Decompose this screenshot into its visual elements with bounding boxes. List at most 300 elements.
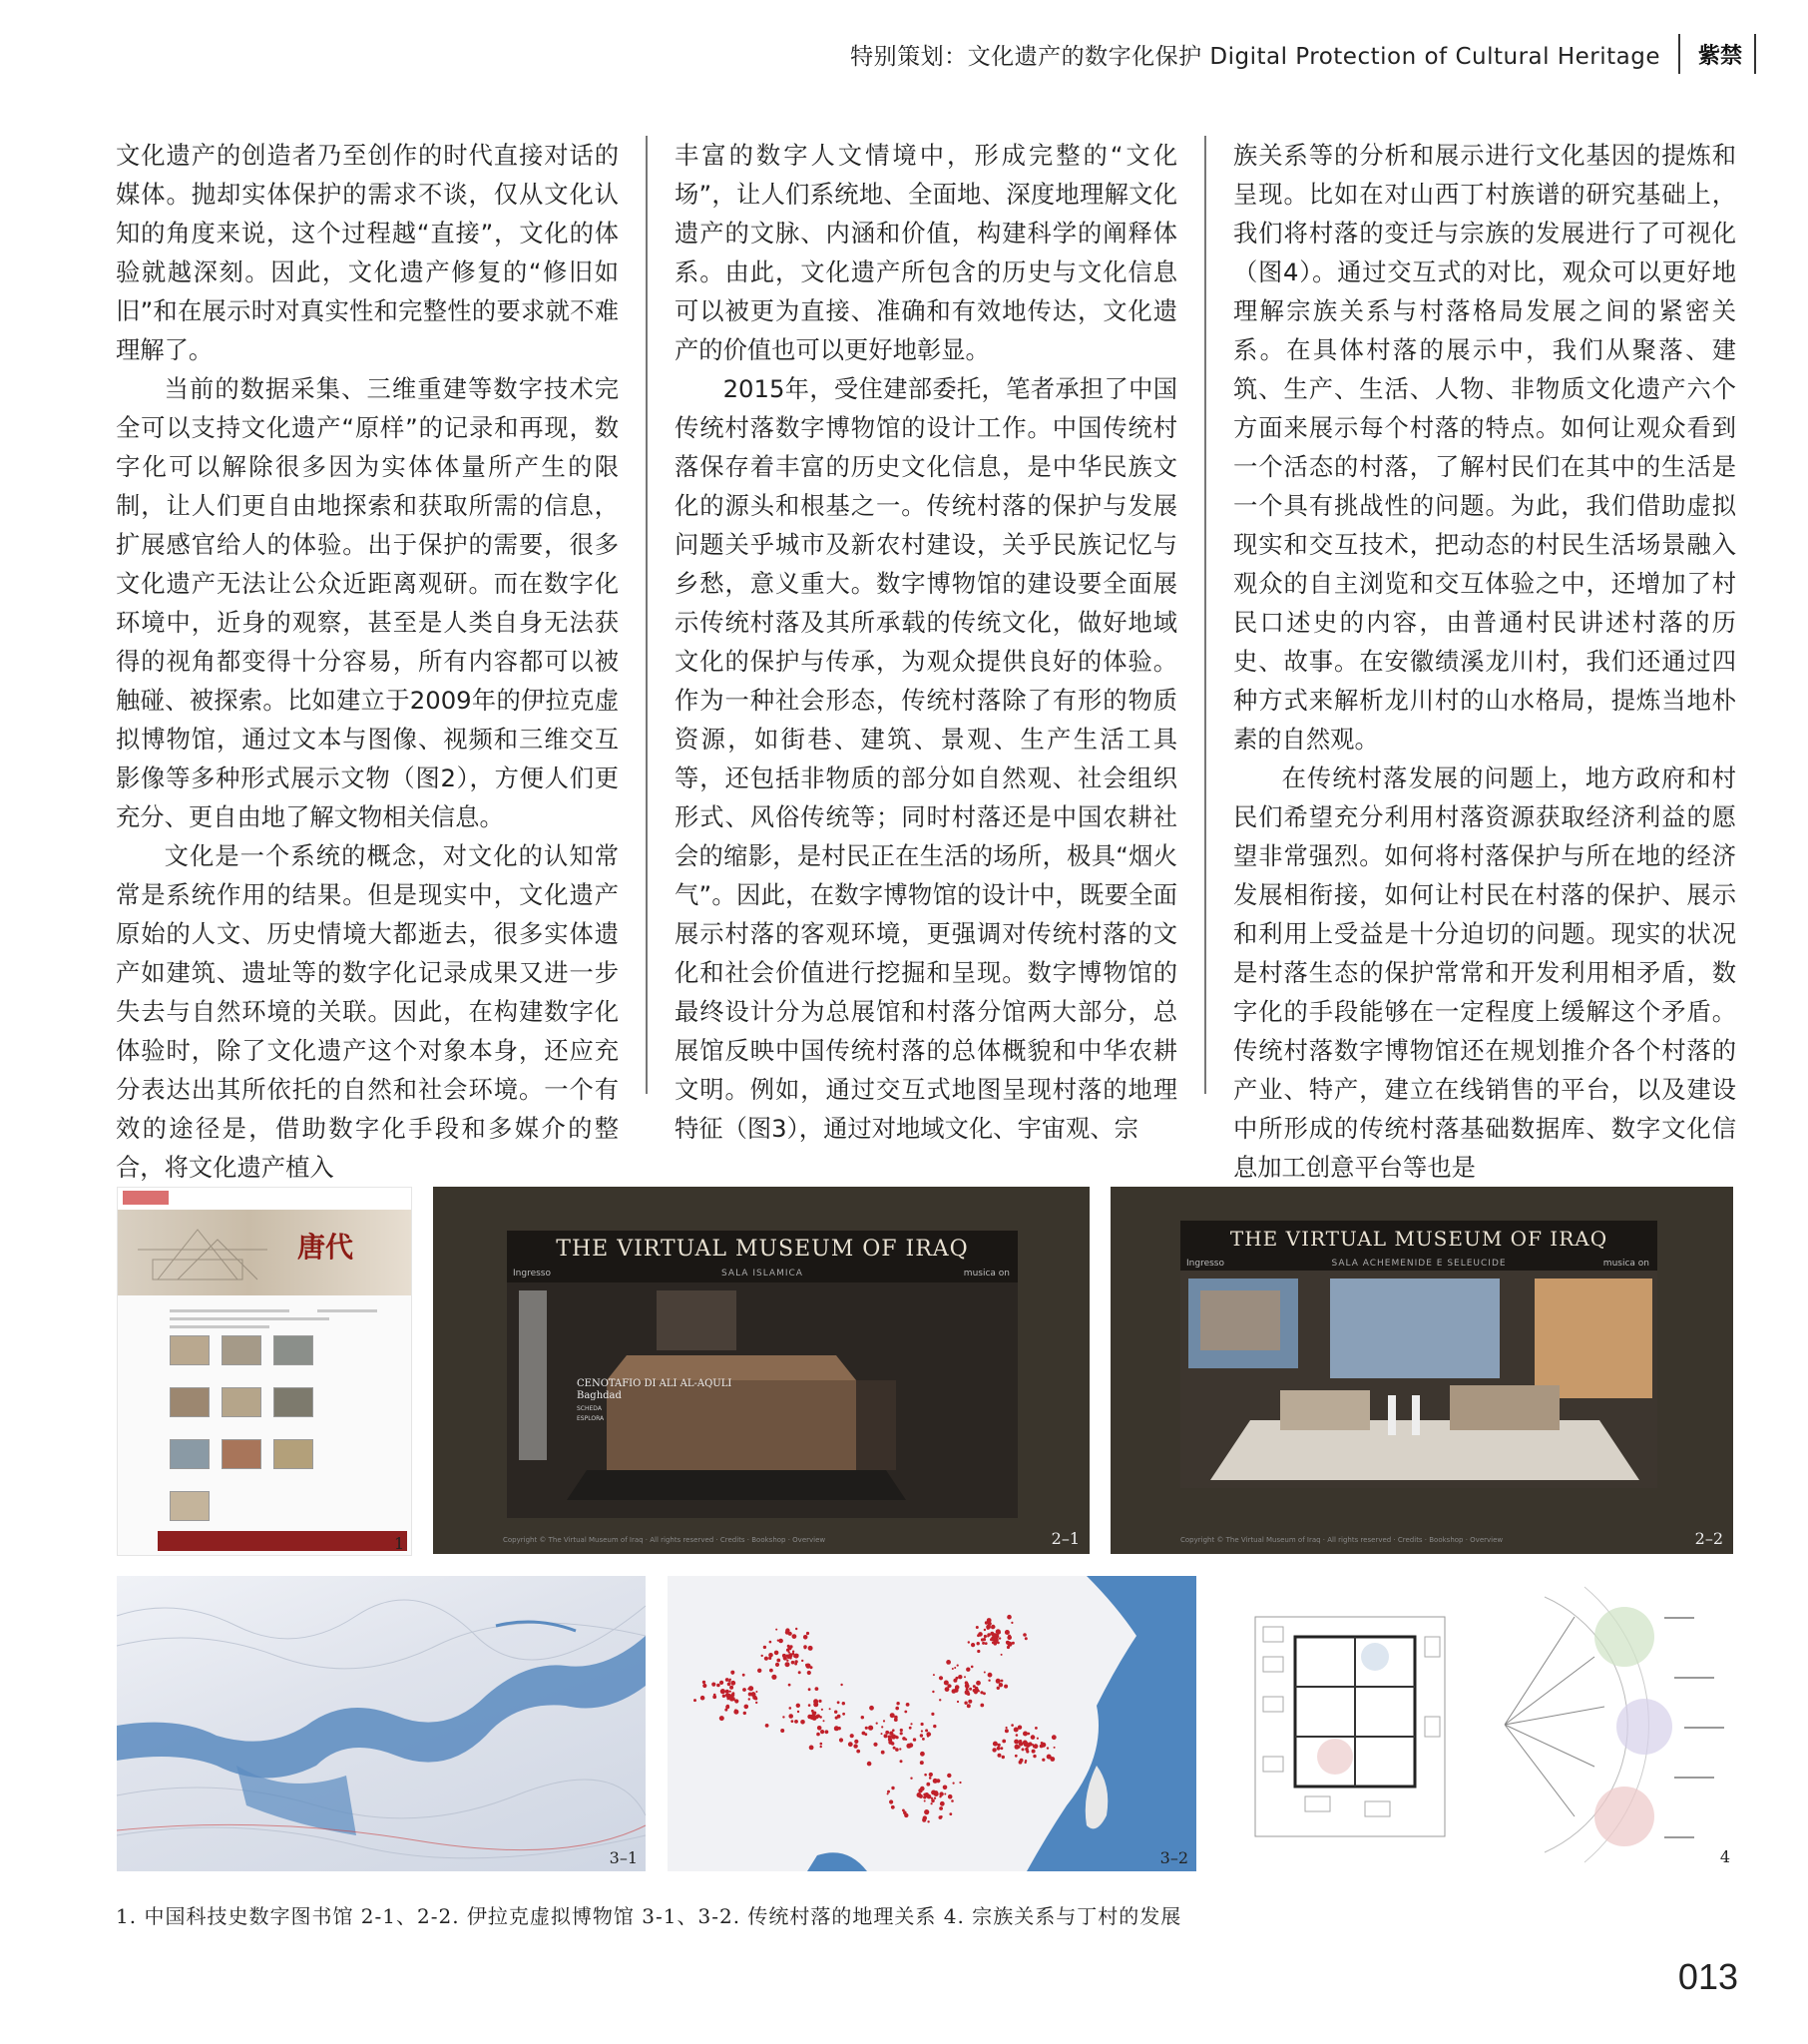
village-dot xyxy=(887,1792,889,1794)
village-dot xyxy=(906,1744,911,1749)
village-dot xyxy=(867,1762,872,1767)
village-dot xyxy=(913,1738,916,1741)
village-dot xyxy=(998,1754,1002,1758)
village-dot xyxy=(947,1684,951,1688)
village-dot xyxy=(988,1680,990,1682)
village-dot xyxy=(925,1729,928,1732)
village-dot xyxy=(895,1748,899,1752)
village-dot xyxy=(976,1681,981,1686)
village-dot xyxy=(892,1729,895,1732)
column-divider xyxy=(646,136,648,1094)
village-dot xyxy=(976,1626,979,1629)
village-dot xyxy=(903,1811,907,1815)
village-dot xyxy=(727,1683,731,1687)
village-dot xyxy=(1025,1762,1027,1764)
village-dot xyxy=(997,1747,1001,1751)
village-dot xyxy=(854,1740,858,1744)
village-dot xyxy=(798,1671,801,1674)
village-dot xyxy=(1015,1755,1018,1758)
village-dot xyxy=(900,1732,903,1735)
village-dot xyxy=(887,1790,890,1793)
village-dot xyxy=(966,1668,970,1672)
village-dot xyxy=(816,1733,820,1737)
village-dot xyxy=(817,1726,822,1731)
village-dot xyxy=(810,1666,813,1669)
article-body xyxy=(116,136,1737,1182)
village-dot xyxy=(929,1733,931,1735)
figure-2-1-label: 2–1 xyxy=(1051,1529,1080,1548)
village-dot xyxy=(813,1699,818,1704)
village-dot xyxy=(971,1666,974,1669)
gallery-scene xyxy=(1180,1221,1657,1488)
village-dot xyxy=(754,1698,757,1701)
village-dot xyxy=(973,1685,976,1688)
village-dot xyxy=(893,1747,896,1750)
village-dot xyxy=(748,1698,750,1700)
object-place: Baghdad xyxy=(577,1390,622,1401)
figure-1-digital-library xyxy=(117,1187,412,1556)
village-dot xyxy=(957,1701,959,1703)
cenotaph-scene xyxy=(507,1231,1018,1518)
village-dot xyxy=(794,1660,797,1663)
village-dot xyxy=(948,1794,953,1799)
village-dot xyxy=(926,1783,930,1787)
village-dot xyxy=(951,1799,954,1802)
village-dot xyxy=(783,1655,785,1657)
village-dot xyxy=(865,1727,868,1730)
village-dot xyxy=(946,1660,951,1665)
village-dot xyxy=(837,1715,841,1719)
village-dot xyxy=(856,1750,860,1754)
village-dot xyxy=(932,1691,934,1693)
village-dot xyxy=(731,1693,735,1697)
village-dot xyxy=(931,1797,933,1799)
thumbnail xyxy=(170,1387,210,1417)
village-dot xyxy=(774,1651,779,1656)
village-dot xyxy=(939,1699,941,1701)
village-dot xyxy=(924,1809,929,1814)
village-dot xyxy=(731,1673,733,1675)
village-dot xyxy=(801,1660,803,1662)
village-distribution xyxy=(668,1576,1196,1871)
magazine-logo: 紫禁 xyxy=(1697,43,1742,69)
village-dot xyxy=(965,1690,970,1695)
website-banner xyxy=(118,1210,411,1295)
village-dot xyxy=(967,1685,969,1687)
village-dot xyxy=(1008,1642,1013,1647)
village-dot xyxy=(1050,1757,1055,1762)
village-dot xyxy=(954,1667,956,1669)
village-dot xyxy=(940,1801,945,1806)
thumbnail xyxy=(170,1439,210,1469)
village-dot xyxy=(778,1639,783,1644)
village-dot xyxy=(990,1638,993,1641)
paragraph: 族关系等的分析和展示进行文化基因的提炼和呈现。比如在对山西丁村族谱的研究基础上，我们将村落的变迁与宗族的发展进行了可视化（图4）。通过交互式的对比，观众可以更好地理解宗族关系与村落格局发展之间的紧密关系。在具体村落的展示中，我们从聚落、建筑、生产、生活、人物、非物质文化遗产六个方面来展示每个村落的特点。如何让观众看到一个活态的村落，了解村民们在其中的生活是一个具有挑战性的问题。为此，我们借助虚拟现实和交互技术，把动态的村民生活场景融入观众的自主浏览和交互体验之中，还增加了村民口述史的内容，由普通村民讲述村落的历史、故事。在安徽绩溪龙川村，我们还通过四种方式来解析龙川村的山水格局，提炼当地朴素的自然观。 xyxy=(1232,141,1737,754)
village-dot xyxy=(744,1705,749,1710)
village-dot xyxy=(899,1748,901,1750)
village-dot xyxy=(1037,1738,1039,1740)
village-dot xyxy=(825,1730,829,1734)
village-dot xyxy=(933,1674,935,1676)
village-dot xyxy=(734,1709,737,1712)
page-number: 013 xyxy=(1677,1956,1738,1997)
village-dot xyxy=(900,1760,903,1763)
village-dot xyxy=(991,1626,994,1629)
village-dot xyxy=(1052,1735,1057,1740)
village-dot xyxy=(994,1642,998,1646)
village-dot xyxy=(997,1744,1000,1747)
village-dot xyxy=(719,1681,723,1685)
header-divider-right xyxy=(1754,34,1756,74)
village-dot xyxy=(869,1706,874,1711)
village-dot xyxy=(931,1790,936,1795)
figure-4-label: 4 xyxy=(1719,1847,1730,1866)
village-dot xyxy=(861,1716,864,1719)
village-dot xyxy=(1005,1729,1009,1733)
village-dot xyxy=(993,1742,998,1747)
website-text-lines xyxy=(118,1299,411,1339)
museum-footer: Copyright © The Virtual Museum of Iraq · All rights reserved · Credits · Bookshop · Overview xyxy=(503,1536,826,1544)
village-dot xyxy=(888,1736,892,1740)
village-dot xyxy=(927,1735,929,1737)
village-dot xyxy=(1035,1727,1038,1730)
village-dot xyxy=(1042,1759,1045,1762)
village-dot xyxy=(761,1655,763,1657)
village-dot xyxy=(939,1795,941,1797)
village-dot xyxy=(820,1743,823,1746)
village-dot xyxy=(700,1696,705,1701)
village-dot xyxy=(775,1629,777,1631)
village-dot xyxy=(755,1702,757,1704)
village-dot xyxy=(997,1642,1000,1645)
village-dot xyxy=(792,1634,797,1639)
village-dot xyxy=(765,1724,769,1728)
village-dot xyxy=(794,1654,799,1659)
village-dot xyxy=(964,1702,967,1705)
village-dot xyxy=(1011,1724,1014,1727)
village-dot xyxy=(881,1751,885,1755)
thumbnail xyxy=(170,1335,210,1365)
village-dot xyxy=(1034,1744,1039,1749)
village-dot xyxy=(1022,1748,1025,1751)
village-dot xyxy=(842,1702,845,1705)
village-dot xyxy=(873,1743,877,1747)
village-dot xyxy=(964,1676,966,1678)
entrance-link: Ingresso xyxy=(1186,1259,1224,1269)
village-dot xyxy=(792,1653,795,1656)
banner-illustration xyxy=(118,1210,411,1295)
village-dot xyxy=(918,1788,922,1792)
village-dot xyxy=(939,1815,943,1819)
village-dot xyxy=(984,1635,987,1638)
village-dot xyxy=(786,1660,788,1662)
village-dot xyxy=(834,1711,837,1714)
village-dot xyxy=(933,1725,936,1728)
village-dot xyxy=(958,1675,962,1679)
music-toggle: musica on xyxy=(963,1269,1010,1278)
village-dot xyxy=(1004,1685,1008,1689)
village-dot xyxy=(769,1669,773,1673)
village-dot xyxy=(994,1637,999,1642)
village-dot xyxy=(724,1709,727,1712)
village-dot xyxy=(751,1692,756,1697)
village-dot xyxy=(949,1812,952,1815)
village-dot xyxy=(987,1627,990,1630)
village-dot xyxy=(999,1683,1003,1687)
village-dot xyxy=(982,1642,985,1645)
village-dot xyxy=(953,1783,955,1785)
village-dot xyxy=(807,1715,812,1720)
village-dot xyxy=(996,1679,1001,1684)
village-dot xyxy=(815,1687,819,1691)
esplora-link: ESPLORA xyxy=(577,1415,605,1422)
village-dot xyxy=(809,1746,814,1751)
village-dot xyxy=(977,1650,980,1653)
village-dot xyxy=(789,1707,792,1710)
village-dot xyxy=(891,1742,895,1746)
village-dot xyxy=(967,1704,971,1708)
thumbnail xyxy=(222,1439,261,1469)
village-dot xyxy=(974,1691,978,1695)
village-dot xyxy=(996,1629,1001,1634)
village-dot xyxy=(702,1681,705,1684)
website-thumbnail-grid xyxy=(170,1335,311,1521)
village-dot xyxy=(791,1720,794,1723)
village-dot xyxy=(803,1635,808,1640)
figure-2-2-label: 2–2 xyxy=(1694,1529,1723,1548)
village-dot xyxy=(999,1637,1001,1639)
village-dot xyxy=(910,1723,912,1725)
thumbnail xyxy=(273,1439,313,1469)
village-dot xyxy=(1016,1734,1019,1737)
village-dot xyxy=(876,1723,878,1725)
column-divider xyxy=(1204,136,1206,1094)
village-dot xyxy=(1032,1750,1036,1754)
village-dot xyxy=(987,1633,991,1637)
village-dot xyxy=(884,1734,888,1738)
entrance-link: Ingresso xyxy=(513,1269,551,1278)
village-dot xyxy=(803,1645,807,1649)
running-header xyxy=(850,34,1756,74)
museum-viewport xyxy=(507,1231,1018,1518)
village-dot xyxy=(952,1668,954,1670)
village-dot xyxy=(850,1734,854,1738)
village-dot xyxy=(821,1709,823,1711)
paragraph: 2015年，受住建部委托，笔者承担了中国传统村落数字博物馆的设计工作。中国传统村落保存着丰富的历史文化信息，是中华民族文化的源头和根基之一。传统村落的保护与发展问题关乎城市及新农村建设，关乎民族记忆与乡愁，意义重大。数字博物馆的建设要全面展示传统村落及其所承载的传统文化，做好地域文化的保护与传承，为观众提供良好的体验。作为一种社会形态，传统村落除了有形的物质资源，如街巷、建筑、景观、生产生活工具等，还包括非物质的部分如自然观、社会组织形式、风俗传统等；同时村落还是中国农耕社会的缩影，是村民正在生活的场所，极具“烟火气”。因此，在数字博物馆的设计中，既要全面展示村落的客观环境，更强调对传统村落的文化和社会价值进行挖掘和呈现。数字博物馆的最终设计分为总展馆和村落分馆两大部分，总展馆反映中国传统村落的总体概貌和中华农耕文明。例如，通过交互式地图呈现村落的地理特征（图3），通过对地域文化、宇宙观、宗 xyxy=(674,374,1178,1143)
figure-3-1-terrain-map xyxy=(117,1576,646,1871)
village-dot xyxy=(977,1642,980,1645)
village-dot xyxy=(1019,1740,1022,1743)
village-dot xyxy=(891,1787,894,1789)
scheda-link: SCHEDA xyxy=(577,1405,602,1412)
thumbnail xyxy=(222,1335,261,1365)
clan-village-diagram xyxy=(1245,1577,1736,1872)
village-dot xyxy=(763,1646,766,1649)
village-dot xyxy=(896,1736,899,1739)
village-dot xyxy=(1040,1745,1044,1749)
village-dot xyxy=(1018,1746,1021,1749)
village-dot xyxy=(820,1730,824,1734)
village-dot xyxy=(713,1694,716,1697)
village-dot xyxy=(725,1694,729,1698)
village-dot xyxy=(889,1732,893,1736)
village-dot xyxy=(968,1700,972,1704)
paragraph: 在传统村落发展的问题上，地方政府和村民们希望充分利用村落资源获取经济利益的愿望非常强烈。如何将村落保护与所在地的经济发展相衔接，如何让村民在村落的保护、展示和利用上受益是十分迫切的问题。现实的状况是村落生态的保护常常和开发利用相矛盾，数字化的手段能够在一定程度上缓解这个矛盾。传统村落数字博物馆还在规划推介各个村落的产业、特产，建立在线销售的平台，以及建设中所形成的传统村落基础数据库、数字文化信息加工创意平台等也是 xyxy=(1232,764,1737,1182)
village-dot xyxy=(755,1691,757,1693)
hall-name: SALA ISLAMICA xyxy=(721,1269,803,1278)
music-toggle: musica on xyxy=(1602,1259,1649,1269)
village-dot xyxy=(788,1684,791,1687)
figure-caption: 1. 中国科技史数字图书馆 2-1、2-2. 伊拉克虚拟博物馆 3-1、3-2. 传统村落的地理关系 4. 宗族关系与丁村的发展 xyxy=(116,1904,1182,1928)
village-dot xyxy=(924,1774,927,1777)
village-dot xyxy=(984,1672,986,1674)
paragraph: 丰富的数字人文情境中，形成完整的“文化场”，让人们系统地、全面地、深度地理解文化遗产的文脉、内涵和价值，构建科学的阐释体系。由此，文化遗产所包含的历史与文化信息可以被更为直接、准确和有效地传达，文化遗产的价值也可以更好地彰显。 xyxy=(674,141,1178,364)
village-dot xyxy=(881,1733,883,1735)
village-dot xyxy=(729,1691,731,1693)
village-dot xyxy=(944,1793,946,1795)
village-dot xyxy=(780,1729,784,1733)
village-dot xyxy=(853,1744,857,1748)
village-dot xyxy=(939,1676,943,1680)
paragraph: 当前的数据采集、三维重建等数字技术完全可以支持文化遗产“原样”的记录和再现，数字化可以解除很多因为实体体量所产生的限制，让人们更自由地探索和获取所需的信息，扩展感官给人的体验。出于保护的需要，很多文化遗产无法让公众近距离观研。而在数字化环境中，近身的观察，甚至是人类自身无法获得的视角都变得十分容易，所有内容都可以被触碰、被探索。比如建立于2009年的伊拉克虚拟博物馆，通过文本与图像、视频和三维交互影像等多种形式展示文物（图2），方便人们更充分、更自由地了解文物相关信息。 xyxy=(116,374,620,831)
village-dot xyxy=(909,1727,912,1730)
village-dot xyxy=(743,1712,746,1715)
thumbnail xyxy=(170,1491,210,1521)
village-dot xyxy=(864,1733,867,1736)
village-dot xyxy=(787,1645,790,1648)
village-dot xyxy=(929,1777,932,1780)
village-dot xyxy=(768,1653,773,1658)
museum-title: THE VIRTUAL MUSEUM OF IRAQ xyxy=(556,1237,969,1262)
village-dot xyxy=(806,1632,809,1635)
village-dot xyxy=(1025,1637,1028,1640)
village-dot xyxy=(1023,1633,1027,1637)
village-dot xyxy=(725,1678,729,1682)
village-dot xyxy=(922,1738,925,1741)
village-dot xyxy=(923,1793,926,1796)
terrain-relief xyxy=(117,1576,646,1871)
village-dot xyxy=(896,1702,899,1705)
figure-1-label: 1 xyxy=(394,1534,405,1553)
village-dot xyxy=(775,1663,779,1667)
village-dot xyxy=(944,1681,949,1686)
village-dot xyxy=(1031,1735,1036,1740)
village-dot xyxy=(1008,1635,1011,1638)
village-dot xyxy=(924,1800,926,1802)
village-dot xyxy=(922,1818,926,1822)
paragraph: 文化是一个系统的概念，对文化的认知常常是系统作用的结果。但是现实中，文化遗产原始的人文、历史情境大都逝去，很多实体遗产如建筑、遗址等的数字化记录成果又进一步失去与自然环境的关联。因此，在构建数字化体验时，除了文化遗产这个对象本身，还应充分表达出其所依托的自然和社会环境。一个有效的途径是，借助数字化手段和多媒介的整合，将文化遗产植入 xyxy=(116,841,620,1182)
village-dot xyxy=(905,1739,907,1741)
village-dot xyxy=(720,1689,725,1694)
village-dot xyxy=(818,1700,821,1703)
village-dot xyxy=(868,1726,873,1731)
village-dot xyxy=(1033,1755,1036,1758)
village-dot xyxy=(917,1792,922,1797)
village-dot xyxy=(1006,1727,1008,1729)
hall-name: SALA ACHEMENIDE E SELEUCIDE xyxy=(1331,1259,1507,1269)
village-dot xyxy=(838,1727,841,1730)
village-dot xyxy=(927,1820,929,1822)
village-dot xyxy=(819,1716,822,1719)
village-dot xyxy=(726,1705,729,1708)
village-dot xyxy=(968,1641,970,1643)
banner-title: 唐代 xyxy=(297,1231,354,1264)
village-dot xyxy=(1007,1615,1012,1620)
village-dot xyxy=(693,1699,696,1702)
text-column-2 xyxy=(674,136,1178,1143)
village-dot xyxy=(748,1686,753,1691)
village-dot xyxy=(920,1752,925,1757)
figure-3-2-village-map xyxy=(668,1576,1196,1871)
village-dot xyxy=(984,1629,986,1631)
website-footer xyxy=(158,1531,407,1551)
village-dot xyxy=(764,1657,768,1661)
village-dot xyxy=(725,1690,729,1694)
village-dot xyxy=(788,1651,790,1653)
website-logo xyxy=(123,1191,169,1205)
village-dot xyxy=(840,1684,842,1686)
village-dot xyxy=(987,1618,992,1623)
village-dot xyxy=(823,1720,825,1722)
figure-3-2-label: 3–2 xyxy=(1159,1848,1188,1867)
village-dot xyxy=(997,1687,1000,1690)
village-dot xyxy=(881,1726,883,1728)
museum-title: THE VIRTUAL MUSEUM OF IRAQ xyxy=(1229,1227,1608,1251)
village-dot xyxy=(930,1773,932,1775)
village-dot xyxy=(983,1693,985,1695)
village-dot xyxy=(820,1746,822,1748)
village-dot xyxy=(1002,1756,1005,1759)
village-dot xyxy=(894,1716,898,1720)
figure-3-1-label: 3–1 xyxy=(609,1848,638,1867)
village-dot xyxy=(1020,1759,1024,1763)
village-dot xyxy=(957,1665,959,1667)
village-dot xyxy=(921,1730,923,1732)
village-dot xyxy=(730,1681,735,1686)
village-dot xyxy=(742,1688,746,1692)
village-dot xyxy=(1005,1630,1010,1635)
village-dot xyxy=(981,1638,984,1641)
village-dot xyxy=(1025,1748,1029,1752)
village-dot xyxy=(791,1661,795,1665)
village-dot xyxy=(936,1779,940,1783)
village-dot xyxy=(1023,1732,1028,1737)
village-dot xyxy=(920,1734,923,1737)
village-dot xyxy=(1047,1747,1049,1749)
figure-2-1-virtual-museum xyxy=(433,1187,1090,1554)
village-dot xyxy=(777,1640,779,1642)
village-dot xyxy=(782,1716,784,1718)
village-dot xyxy=(788,1632,792,1636)
village-dot xyxy=(988,1673,993,1678)
object-name: CENOTAFIO DI ALI AL-AQULI xyxy=(577,1378,732,1389)
thumbnail xyxy=(273,1335,313,1365)
village-dot xyxy=(829,1708,831,1710)
village-dot xyxy=(955,1685,960,1690)
figure-4-clan-diagram xyxy=(1245,1577,1736,1872)
village-dot xyxy=(931,1802,933,1804)
village-dot xyxy=(931,1799,935,1803)
thumbnail xyxy=(273,1387,313,1417)
header-divider xyxy=(1678,34,1680,74)
village-dot xyxy=(842,1713,845,1716)
village-dot xyxy=(729,1679,731,1681)
village-dot xyxy=(904,1711,907,1714)
village-dot xyxy=(1017,1742,1019,1744)
village-dot xyxy=(771,1675,776,1680)
village-dot xyxy=(985,1642,988,1645)
village-dot xyxy=(1014,1728,1019,1733)
